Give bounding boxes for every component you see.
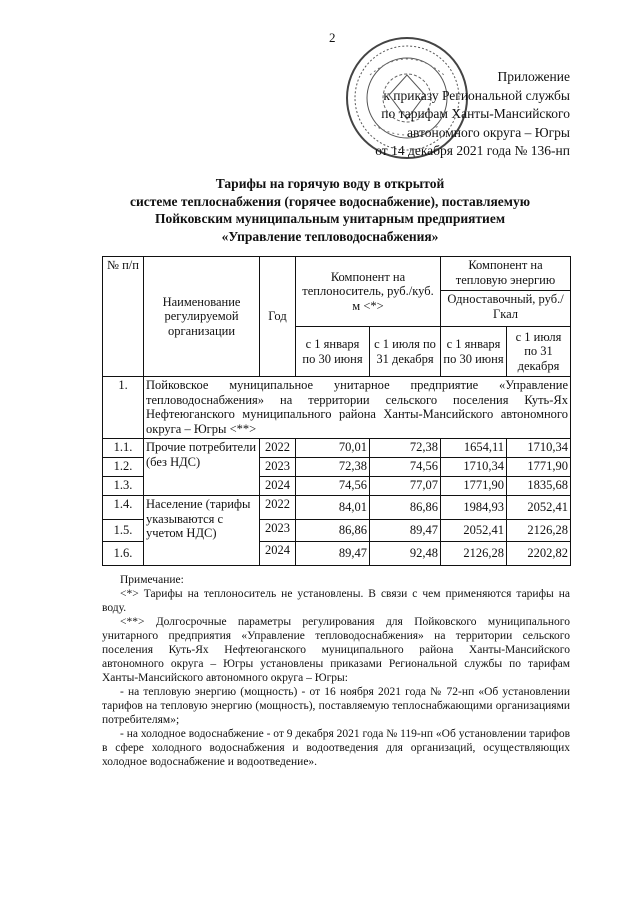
header-number: № п/п — [103, 257, 144, 377]
row-value: 89,47 — [296, 542, 370, 566]
row-value: 72,38 — [370, 439, 441, 458]
row-value: 70,01 — [296, 439, 370, 458]
appendix-line: Приложение — [497, 69, 570, 84]
notes-heading: Примечание: — [120, 574, 184, 586]
header-energy-component: Компонент на тепловую энергию — [441, 257, 571, 291]
table-row — [103, 496, 571, 520]
notes-section — [102, 573, 570, 769]
row-number: 1.2. — [103, 458, 144, 477]
table-row — [103, 439, 571, 458]
header-period: с 1 января по 30 июня — [441, 327, 507, 377]
row-number: 1.1. — [103, 439, 144, 458]
title-line: системе теплоснабжения (горячее водоснабжение), поставляемую — [129, 193, 531, 209]
row-value: 1654,11 — [441, 439, 507, 458]
header-energy-unit: Одноставочный, руб./Гкал — [441, 291, 571, 327]
page-number: 2 — [329, 30, 336, 45]
section-number: 1. — [103, 377, 144, 439]
header-carrier-component: Компонент на теплоноситель, руб./куб. м <*> — [296, 257, 441, 327]
row-year: 2024 — [260, 477, 296, 496]
row-value: 2202,82 — [507, 542, 571, 566]
row-value: 1771,90 — [507, 458, 571, 477]
row-number: 1.4. — [103, 496, 144, 520]
appendix-block — [360, 68, 570, 161]
tariff-table — [102, 256, 571, 566]
row-number: 1.6. — [103, 542, 144, 566]
row-number: 1.5. — [103, 520, 144, 542]
appendix-line: к приказу Региональной службы — [383, 87, 570, 103]
appendix-line: от 14 декабря 2021 года № 136-нп — [375, 143, 570, 158]
row-value: 77,07 — [370, 477, 441, 496]
row-year: 2024 — [260, 542, 296, 566]
consumer-group-label: Население (тарифы указываются с учетом НДС) — [144, 496, 260, 566]
note-paragraph: <**> Долгосрочные параметры регулирования для Пойковского муниципального унитарного предприятия «Управление тепловодоснабжения» на территории сельского поселения Куть-Ях Нефтеюганского муниципального района Ханты-Мансийского автономного округа – Югры установлены приказами Региональной службы по тарифам Ханты-Мансийского автономного округа – Югры: — [102, 616, 570, 684]
note-paragraph: - на тепловую энергию (мощность) - от 16 ноября 2021 года № 72-нп «Об установлении тарифов на тепловую энергию (мощность), поставляемую теплоснабжающими организациями потребителям»; — [102, 686, 570, 726]
row-number: 1.3. — [103, 477, 144, 496]
row-value: 1771,90 — [441, 477, 507, 496]
row-value: 1835,68 — [507, 477, 571, 496]
note-paragraph: <*> Тарифы на теплоноситель не установлены. В связи с чем применяются тарифы на воду. — [102, 588, 570, 614]
row-value: 2052,41 — [507, 496, 571, 520]
header-period: с 1 июля по 31 декабря — [370, 327, 441, 377]
consumer-group-label: Прочие потребители (без НДС) — [144, 439, 260, 496]
row-value: 2126,28 — [507, 520, 571, 542]
title-line: «Управление тепловодоснабжения» — [221, 228, 439, 244]
row-value: 86,86 — [370, 496, 441, 520]
row-year: 2023 — [260, 520, 296, 542]
header-organization: Наименование регулируемой организации — [144, 257, 260, 377]
row-value: 92,48 — [370, 542, 441, 566]
appendix-line: по тарифам Ханты-Мансийского — [381, 106, 570, 121]
note-paragraph: - на холодное водоснабжение - от 9 декабря 2021 года № 119-нп «Об установлении тарифов в сфере холодного водоснабжения и водоотведения для организаций, осуществляющих холодное водоснабжение и водоотведение». — [102, 728, 570, 768]
header-year: Год — [260, 257, 296, 377]
row-value: 74,56 — [370, 458, 441, 477]
title-line: Пойковским муниципальным унитарным предприятием — [154, 211, 506, 226]
row-year: 2022 — [260, 496, 296, 520]
row-value: 72,38 — [296, 458, 370, 477]
section-organization-name: Пойковское муниципальное унитарное предприятие «Управление тепловодоснабжения» на территории сельского поселения Куть-Ях Нефтеюганского муниципального района Ханты-Мансийского автономного округа – Югры <**> — [144, 377, 571, 439]
row-value: 84,01 — [296, 496, 370, 520]
document-title — [60, 175, 600, 245]
row-value: 1710,34 — [441, 458, 507, 477]
row-value: 86,86 — [296, 520, 370, 542]
row-value: 89,47 — [370, 520, 441, 542]
row-value: 1984,93 — [441, 496, 507, 520]
header-period: с 1 января по 30 июня — [296, 327, 370, 377]
row-value: 2052,41 — [441, 520, 507, 542]
row-value: 1710,34 — [507, 439, 571, 458]
header-period: с 1 июля по 31 декабря — [507, 327, 571, 377]
row-value: 2126,28 — [441, 542, 507, 566]
row-year: 2023 — [260, 458, 296, 477]
row-value: 74,56 — [296, 477, 370, 496]
row-year: 2022 — [260, 439, 296, 458]
appendix-line: автономного округа – Югры — [407, 124, 570, 140]
title-line: Тарифы на горячую воду в открытой — [215, 176, 445, 191]
